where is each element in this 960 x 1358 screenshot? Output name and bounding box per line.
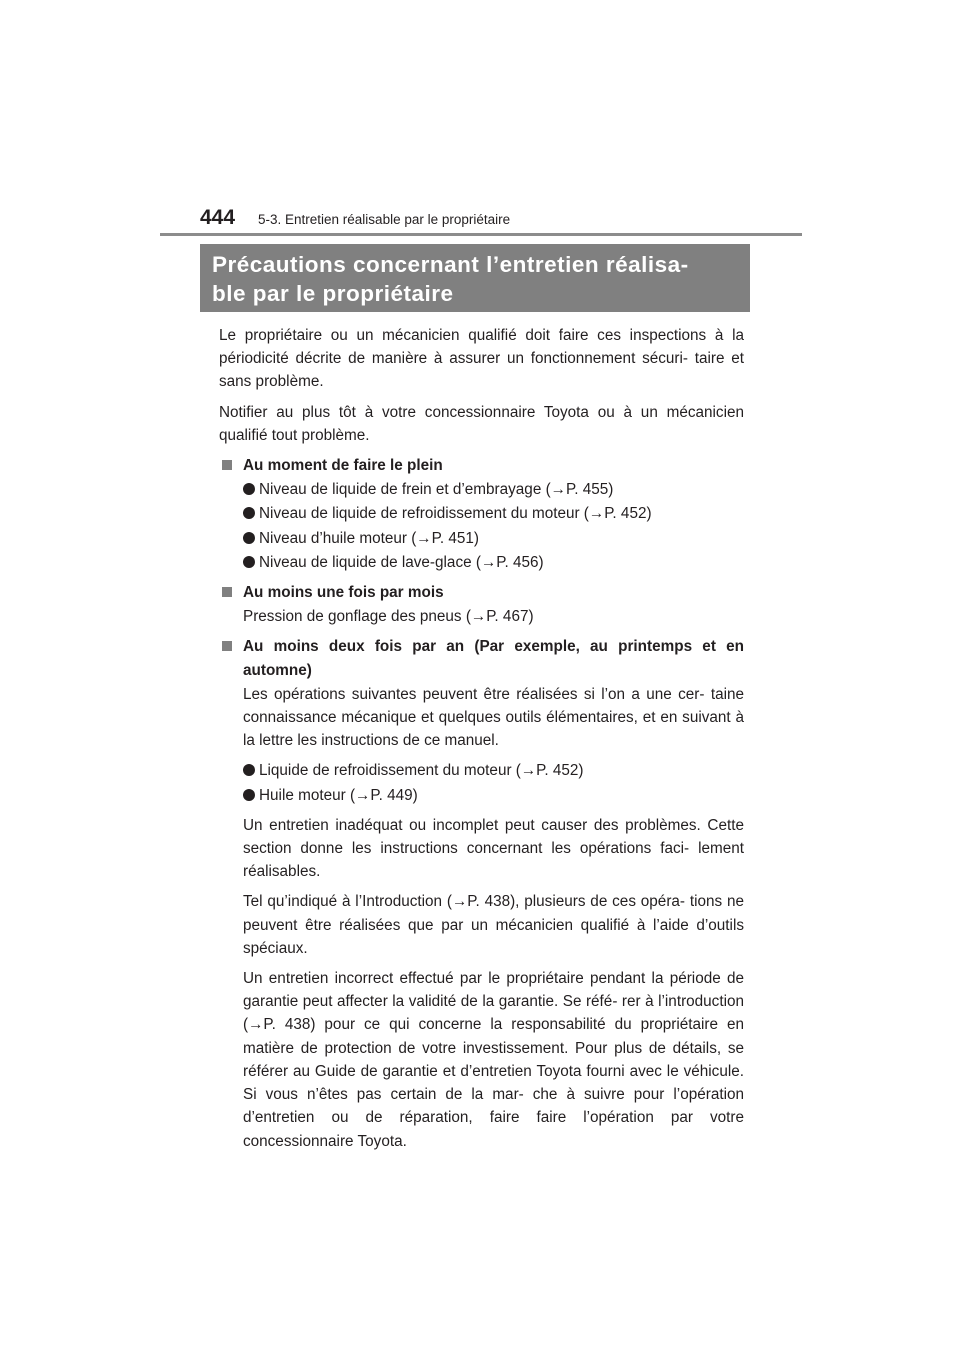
body-content <box>219 324 744 1160</box>
square-bullet-icon <box>222 641 232 651</box>
page-title-line-1: Précautions concernant l’entretien réalisa- <box>212 252 689 277</box>
section-text: Les opérations suivantes peuvent être réalisées si l’on a une cer- taine connaissance mécanique et quelques outils élémentaires, et en suivant à la lettre les instructions de ce manuel. <box>243 685 744 750</box>
list-item: Niveau de liquide de lave-glace (→P. 456) <box>219 551 744 574</box>
section-paragraph: Un entretien incorrect effectué par le propriétaire pendant la période de garantie peut affecter la validité de la garantie. Se réfé- rer à l’introduction (→P. 438) pour ce qui concerne la responsabilité du propriétaire en matière de protection de votre investissement. Pour plus de détails, se référer au Guide de garantie et d’entretien Toyota fourni avec le véhicule. Si vous n’êtes pas certain de la mar- che à suivre pour l’opération d’entretien ou de réparation, faire faire l’opération par votre concessionnaire Toyota. <box>243 970 744 1150</box>
section-paragraph: Tel qu’indiqué à l’Introduction (→P. 438), plusieurs de ces opéra- tions ne peuvent être réalisées que par un mécanicien qualifié à l’aide d’outils spéciaux. <box>243 893 744 957</box>
list-item: Niveau de liquide de refroidissement du moteur (→P. 452) <box>219 502 744 525</box>
page-number: 444 <box>200 206 236 229</box>
section-heading: Au moment de faire le plein <box>219 454 744 477</box>
title-banner <box>200 244 750 312</box>
list-item: Niveau de liquide de frein et d’embrayage (→P. 455) <box>219 478 744 501</box>
list-item: Niveau d’huile moteur (→P. 451) <box>219 527 744 550</box>
section-heading: Au moins une fois par mois <box>219 581 744 604</box>
round-bullet-icon <box>243 507 255 519</box>
section-paragraph: Un entretien inadéquat ou incomplet peut causer des problèmes. Cette section donne les instructions concernant les opérations faci- lement réalisables. <box>243 816 744 881</box>
page-header <box>200 206 760 230</box>
round-bullet-icon <box>243 556 255 568</box>
round-bullet-icon <box>243 532 255 544</box>
list-item: Huile moteur (→P. 449) <box>219 784 744 807</box>
round-bullet-icon <box>243 483 255 495</box>
intro-paragraph: Le propriétaire ou un mécanicien qualifié doit faire ces inspections à la périodicité décrite de manière à assurer un fonctionnement sécuri- taire et sans problème. <box>219 327 744 391</box>
round-bullet-icon <box>243 764 255 776</box>
header-rule <box>160 233 802 236</box>
list-item: Liquide de refroidissement du moteur (→P. 452) <box>219 759 744 782</box>
page-title-line-2: ble par le propriétaire <box>212 281 454 306</box>
section-text: Pression de gonflage des pneus (→P. 467) <box>243 608 534 626</box>
round-bullet-icon <box>243 789 255 801</box>
section-heading: Au moins deux fois par an (Par exemple, au printemps et en automne) <box>219 635 744 681</box>
intro-paragraph: Notifier au plus tôt à votre concessionnaire Toyota ou à un mécanicien qualifié tout problème. <box>219 403 744 444</box>
square-bullet-icon <box>222 460 232 470</box>
section-title: 5-3. Entretien réalisable par le propriétaire <box>258 212 511 227</box>
square-bullet-icon <box>222 587 232 597</box>
